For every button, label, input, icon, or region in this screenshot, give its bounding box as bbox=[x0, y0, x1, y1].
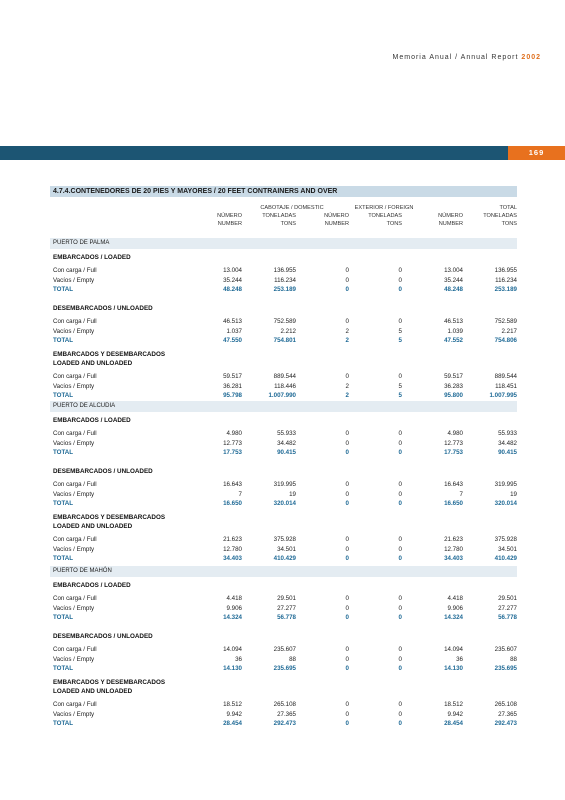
row-label: TOTAL bbox=[53, 614, 74, 621]
cell-value: 95.800 bbox=[444, 392, 463, 399]
cell-value: 95.798 bbox=[223, 392, 242, 399]
cell-value: 7 bbox=[238, 490, 242, 498]
cell-value: 12.780 bbox=[223, 545, 242, 553]
cell-value: 0 bbox=[398, 646, 402, 653]
group-title: EMBARCADOS Y DESEMBARCADOS bbox=[53, 514, 166, 521]
table-row bbox=[53, 439, 517, 448]
cell-value: 0 bbox=[398, 665, 402, 672]
cell-value: 0 bbox=[345, 286, 349, 293]
total-row bbox=[53, 664, 517, 673]
cell-value: 0 bbox=[345, 665, 349, 672]
cell-value: 35.244 bbox=[444, 276, 463, 284]
cell-value: 253.189 bbox=[494, 286, 517, 293]
cell-value: 0 bbox=[345, 595, 349, 602]
cell-value: 19 bbox=[510, 490, 517, 498]
cell-value: 0 bbox=[398, 286, 402, 293]
cell-value: 34.482 bbox=[277, 439, 296, 447]
cell-value: 27.365 bbox=[277, 710, 296, 718]
row-label: Vacíos / Empty bbox=[53, 604, 95, 612]
cell-value: 235.607 bbox=[273, 646, 296, 653]
group-title: LOADED AND UNLOADED bbox=[53, 688, 133, 695]
row-label: TOTAL bbox=[53, 555, 74, 562]
table-row bbox=[53, 604, 517, 613]
cell-value: 5 bbox=[398, 337, 402, 344]
cell-value: 754.801 bbox=[273, 337, 296, 344]
row-label: Vacíos / Empty bbox=[53, 655, 95, 663]
cell-value: 0 bbox=[345, 500, 349, 507]
cell-value: 9.942 bbox=[447, 710, 463, 718]
cell-value: 36 bbox=[456, 655, 463, 663]
table-row bbox=[53, 317, 517, 326]
group-title: EMBARCADOS Y DESEMBARCADOS bbox=[53, 351, 166, 358]
cell-value: 235.695 bbox=[494, 665, 517, 672]
table-row bbox=[53, 372, 517, 381]
cell-value: 0 bbox=[398, 655, 402, 663]
cell-value: 2.212 bbox=[280, 327, 296, 335]
cell-value: 0 bbox=[345, 614, 349, 621]
cell-value: 0 bbox=[398, 267, 402, 274]
cell-value: 35.244 bbox=[223, 276, 242, 284]
col-header-total-tons: TONELADAS TONS bbox=[483, 213, 517, 227]
group-title: LOADED AND UNLOADED bbox=[53, 523, 133, 530]
table-row bbox=[53, 266, 517, 275]
cell-value: 0 bbox=[345, 318, 349, 325]
cell-value: 12.780 bbox=[444, 545, 463, 553]
cell-value: 752.589 bbox=[273, 318, 296, 325]
row-label: Con carga / Full bbox=[53, 536, 97, 543]
group-title: EMBARCADOS / LOADED bbox=[53, 254, 131, 261]
cell-value: 0 bbox=[398, 604, 402, 612]
cell-value: 56.778 bbox=[498, 614, 517, 621]
cell-value: 0 bbox=[398, 720, 402, 727]
cell-value: 12.773 bbox=[223, 439, 242, 447]
cell-value: 0 bbox=[345, 481, 349, 488]
row-label: Con carga / Full bbox=[53, 595, 97, 602]
row-label: Vacíos / Empty bbox=[53, 545, 95, 553]
cell-value: 55.933 bbox=[498, 430, 517, 437]
cell-value: 16.643 bbox=[444, 481, 463, 488]
cell-value: 0 bbox=[398, 595, 402, 602]
total-row bbox=[53, 391, 517, 400]
cell-value: 0 bbox=[345, 545, 349, 553]
cell-value: 2 bbox=[345, 337, 349, 344]
table-row bbox=[53, 429, 517, 438]
group-title: EMBARCADOS / LOADED bbox=[53, 582, 131, 589]
cell-value: 16.650 bbox=[223, 500, 242, 507]
cell-value: 56.778 bbox=[277, 614, 296, 621]
cell-value: 13.004 bbox=[444, 267, 463, 274]
cell-value: 4.980 bbox=[226, 430, 242, 437]
cell-value: 48.248 bbox=[223, 286, 242, 293]
cell-value: 0 bbox=[398, 555, 402, 562]
cell-value: 12.773 bbox=[444, 439, 463, 447]
cell-value: 34.501 bbox=[498, 545, 517, 553]
column-group-foreign: EXTERIOR / FOREIGN bbox=[354, 205, 414, 211]
table-row bbox=[53, 710, 517, 719]
cell-value: 0 bbox=[398, 481, 402, 488]
row-label: Con carga / Full bbox=[53, 646, 97, 653]
row-label: TOTAL bbox=[53, 665, 74, 672]
cell-value: 4.418 bbox=[447, 595, 463, 602]
cell-value: 17.753 bbox=[444, 449, 463, 456]
report-header-text: Memoria Anual / Annual Report bbox=[392, 54, 519, 61]
cell-value: 0 bbox=[398, 449, 402, 456]
cell-value: 0 bbox=[398, 373, 402, 380]
cell-value: 0 bbox=[345, 490, 349, 498]
cell-value: 29.501 bbox=[498, 595, 517, 602]
cell-value: 0 bbox=[345, 439, 349, 447]
cell-value: 27.365 bbox=[498, 710, 517, 718]
cell-value: 27.277 bbox=[277, 604, 296, 612]
cell-value: 889.544 bbox=[273, 373, 296, 380]
row-label: Con carga / Full bbox=[53, 701, 97, 708]
row-label: TOTAL bbox=[53, 449, 74, 456]
row-label: Vacíos / Empty bbox=[53, 382, 95, 390]
cell-value: 34.501 bbox=[277, 545, 296, 553]
cell-value: 17.753 bbox=[223, 449, 242, 456]
cell-value: 320.014 bbox=[273, 500, 296, 507]
report-year: 2002 bbox=[521, 54, 541, 61]
table-row bbox=[53, 655, 517, 664]
row-label: Con carga / Full bbox=[53, 373, 97, 380]
cell-value: 16.643 bbox=[223, 481, 242, 488]
group-title: EMBARCADOS / LOADED bbox=[53, 417, 131, 424]
cell-value: 235.695 bbox=[273, 665, 296, 672]
cell-value: 9.942 bbox=[226, 710, 242, 718]
cell-value: 1.007.990 bbox=[268, 392, 296, 399]
cell-value: 0 bbox=[345, 604, 349, 612]
cell-value: 136.955 bbox=[494, 267, 517, 274]
cell-value: 0 bbox=[398, 710, 402, 718]
cell-value: 14.094 bbox=[444, 646, 463, 653]
cell-value: 754.806 bbox=[494, 337, 517, 344]
total-row bbox=[53, 448, 517, 457]
row-label: TOTAL bbox=[53, 720, 74, 727]
cell-value: 0 bbox=[398, 701, 402, 708]
cell-value: 18.512 bbox=[223, 701, 242, 708]
row-label: Con carga / Full bbox=[53, 430, 97, 437]
cell-value: 47.550 bbox=[223, 337, 242, 344]
cell-value: 889.544 bbox=[494, 373, 517, 380]
port-header: PUERTO DE MAHÓN bbox=[50, 566, 517, 577]
table-row bbox=[53, 382, 517, 391]
cell-value: 410.429 bbox=[273, 555, 296, 562]
report-header bbox=[393, 54, 541, 61]
cell-value: 48.248 bbox=[444, 286, 463, 293]
cell-value: 2.217 bbox=[501, 327, 517, 335]
table-row bbox=[53, 276, 517, 285]
cell-value: 88 bbox=[510, 655, 517, 663]
cell-value: 0 bbox=[398, 430, 402, 437]
cell-value: 90.415 bbox=[498, 449, 517, 456]
row-label: Vacíos / Empty bbox=[53, 439, 95, 447]
cell-value: 18.512 bbox=[444, 701, 463, 708]
cell-value: 0 bbox=[398, 318, 402, 325]
cell-value: 1.037 bbox=[226, 327, 242, 335]
cell-value: 34.403 bbox=[444, 555, 463, 562]
row-label: Con carga / Full bbox=[53, 481, 97, 488]
total-row bbox=[53, 499, 517, 508]
cell-value: 13.004 bbox=[223, 267, 242, 274]
cell-value: 253.189 bbox=[273, 286, 296, 293]
cell-value: 5 bbox=[398, 327, 402, 335]
cell-value: 19 bbox=[289, 490, 296, 498]
cell-value: 46.513 bbox=[444, 318, 463, 325]
cell-value: 36.281 bbox=[223, 382, 242, 390]
cell-value: 0 bbox=[398, 614, 402, 621]
cell-value: 136.955 bbox=[273, 267, 296, 274]
row-label: Con carga / Full bbox=[53, 267, 97, 274]
cell-value: 34.403 bbox=[223, 555, 242, 562]
cell-value: 90.415 bbox=[277, 449, 296, 456]
cell-value: 0 bbox=[398, 545, 402, 553]
port-header: PUERTO DE ALCUDIA bbox=[50, 401, 517, 412]
cell-value: 36.283 bbox=[444, 382, 463, 390]
cell-value: 410.429 bbox=[494, 555, 517, 562]
cell-value: 28.454 bbox=[444, 720, 463, 727]
row-label: Vacíos / Empty bbox=[53, 710, 95, 718]
cell-value: 2 bbox=[345, 382, 349, 390]
row-label: TOTAL bbox=[53, 286, 74, 293]
total-row bbox=[53, 285, 517, 294]
cell-value: 0 bbox=[345, 430, 349, 437]
cell-value: 0 bbox=[398, 439, 402, 447]
group-title: DESEMBARCADOS / UNLOADED bbox=[53, 468, 153, 475]
cell-value: 1.039 bbox=[447, 327, 463, 335]
col-header-foreign-number: NÚMERO NUMBER bbox=[324, 213, 349, 227]
cell-value: 21.623 bbox=[444, 536, 463, 543]
cell-value: 9.906 bbox=[226, 604, 242, 612]
cell-value: 752.589 bbox=[494, 318, 517, 325]
row-label: Con carga / Full bbox=[53, 318, 97, 325]
cell-value: 319.995 bbox=[273, 481, 296, 488]
cell-value: 265.108 bbox=[273, 701, 296, 708]
row-label: TOTAL bbox=[53, 500, 74, 507]
cell-value: 0 bbox=[345, 555, 349, 562]
cell-value: 4.418 bbox=[226, 595, 242, 602]
row-label: Vacíos / Empty bbox=[53, 490, 95, 498]
cell-value: 34.482 bbox=[498, 439, 517, 447]
cell-value: 59.517 bbox=[444, 373, 463, 380]
table-row bbox=[53, 645, 517, 654]
cell-value: 7 bbox=[459, 490, 463, 498]
header-band bbox=[0, 146, 508, 160]
table-row bbox=[53, 535, 517, 544]
group-title: DESEMBARCADOS / UNLOADED bbox=[53, 305, 153, 312]
cell-value: 16.650 bbox=[444, 500, 463, 507]
row-label: TOTAL bbox=[53, 392, 74, 399]
table-row bbox=[53, 545, 517, 554]
col-header-foreign-tons: TONELADAS TONS bbox=[368, 213, 402, 227]
cell-value: 14.094 bbox=[223, 646, 242, 653]
total-row bbox=[53, 719, 517, 728]
cell-value: 59.517 bbox=[223, 373, 242, 380]
cell-value: 0 bbox=[345, 701, 349, 708]
cell-value: 0 bbox=[398, 500, 402, 507]
cell-value: 118.451 bbox=[495, 382, 517, 390]
cell-value: 0 bbox=[345, 710, 349, 718]
cell-value: 116.234 bbox=[274, 276, 296, 284]
cell-value: 55.933 bbox=[277, 430, 296, 437]
col-header-domestic-tons: TONELADAS TONS bbox=[262, 213, 296, 227]
cell-value: 9.906 bbox=[447, 604, 463, 612]
cell-value: 0 bbox=[345, 267, 349, 274]
cell-value: 0 bbox=[398, 536, 402, 543]
total-row bbox=[53, 554, 517, 563]
cell-value: 1.007.995 bbox=[489, 392, 517, 399]
cell-value: 265.108 bbox=[494, 701, 517, 708]
cell-value: 5 bbox=[398, 392, 402, 399]
cell-value: 0 bbox=[398, 276, 402, 284]
table-row bbox=[53, 700, 517, 709]
cell-value: 0 bbox=[345, 276, 349, 284]
cell-value: 14.130 bbox=[223, 665, 242, 672]
cell-value: 292.473 bbox=[494, 720, 517, 727]
col-header-domestic-number: NÚMERO NUMBER bbox=[217, 213, 242, 227]
column-group-domestic: CABOTAJE / DOMESTIC bbox=[260, 205, 324, 211]
cell-value: 2 bbox=[345, 327, 349, 335]
cell-value: 29.501 bbox=[277, 595, 296, 602]
cell-value: 118.446 bbox=[274, 382, 296, 390]
table-row bbox=[53, 490, 517, 499]
cell-value: 46.513 bbox=[223, 318, 242, 325]
row-label: Vacíos / Empty bbox=[53, 276, 95, 284]
cell-value: 320.014 bbox=[494, 500, 517, 507]
cell-value: 2 bbox=[345, 392, 349, 399]
table-row bbox=[53, 327, 517, 336]
total-row bbox=[53, 336, 517, 345]
group-title: EMBARCADOS Y DESEMBARCADOS bbox=[53, 679, 166, 686]
cell-value: 14.130 bbox=[444, 665, 463, 672]
column-group-total: TOTAL bbox=[499, 205, 517, 211]
cell-value: 36 bbox=[235, 655, 242, 663]
cell-value: 319.995 bbox=[494, 481, 517, 488]
cell-value: 14.324 bbox=[223, 614, 242, 621]
cell-value: 235.607 bbox=[494, 646, 517, 653]
table-row bbox=[53, 480, 517, 489]
cell-value: 375.928 bbox=[494, 536, 517, 543]
cell-value: 0 bbox=[398, 490, 402, 498]
cell-value: 27.277 bbox=[498, 604, 517, 612]
page-number: 169 bbox=[528, 148, 545, 157]
cell-value: 292.473 bbox=[273, 720, 296, 727]
cell-value: 0 bbox=[345, 646, 349, 653]
cell-value: 0 bbox=[345, 449, 349, 456]
cell-value: 21.623 bbox=[223, 536, 242, 543]
cell-value: 116.234 bbox=[495, 276, 517, 284]
cell-value: 14.324 bbox=[444, 614, 463, 621]
cell-value: 5 bbox=[398, 382, 402, 390]
row-label: TOTAL bbox=[53, 337, 74, 344]
col-header-total-number: NÚMERO NUMBER bbox=[438, 213, 463, 227]
table-row bbox=[53, 594, 517, 603]
cell-value: 0 bbox=[345, 373, 349, 380]
cell-value: 0 bbox=[345, 536, 349, 543]
cell-value: 28.454 bbox=[223, 720, 242, 727]
row-label: Vacíos / Empty bbox=[53, 327, 95, 335]
group-title: LOADED AND UNLOADED bbox=[53, 360, 133, 367]
cell-value: 47.552 bbox=[444, 337, 463, 344]
cell-value: 88 bbox=[289, 655, 296, 663]
cell-value: 4.980 bbox=[447, 430, 463, 437]
cell-value: 375.928 bbox=[273, 536, 296, 543]
total-row bbox=[53, 613, 517, 622]
section-title: 4.7.4.CONTENEDORES DE 20 PIES Y MAYORES / 20 FEET CONTRAINERS AND OVER bbox=[50, 186, 517, 197]
port-header: PUERTO DE PALMA bbox=[50, 238, 517, 249]
group-title: DESEMBARCADOS / UNLOADED bbox=[53, 633, 153, 640]
cell-value: 0 bbox=[345, 655, 349, 663]
cell-value: 0 bbox=[345, 720, 349, 727]
